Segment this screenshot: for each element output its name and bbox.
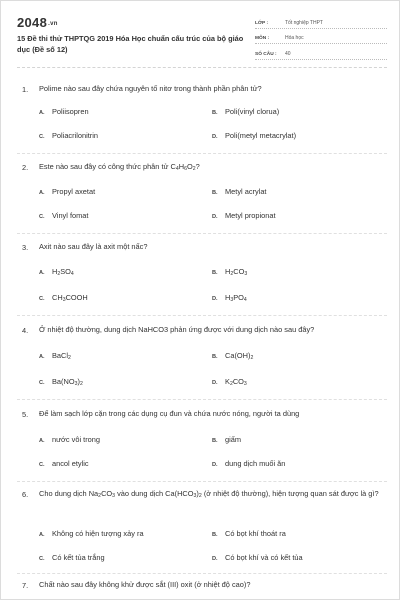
question-number: 5. bbox=[22, 410, 29, 419]
question-divider bbox=[17, 481, 387, 482]
option-letter: D. bbox=[212, 556, 218, 562]
exam-meta bbox=[255, 15, 387, 62]
question-text: Ở nhiệt độ thường, dung dịch NaHCO3 phản ứng được với dung dịch nào sau đây? bbox=[39, 325, 315, 334]
option-text: Có bọt khí thoát ra bbox=[225, 529, 286, 538]
option-letter: D. bbox=[212, 462, 218, 468]
option-text: Vinyl fomat bbox=[52, 211, 89, 220]
answer-option-d[interactable] bbox=[212, 211, 276, 220]
option-text: Poliisopren bbox=[52, 107, 89, 116]
option-text: $Ba(NO_3)_2$ bbox=[52, 377, 83, 387]
option-letter: D. bbox=[212, 214, 218, 220]
answer-option-d[interactable] bbox=[212, 553, 303, 562]
option-letter: B. bbox=[212, 270, 218, 276]
option-letter: C. bbox=[39, 296, 45, 302]
option-letter: A. bbox=[39, 438, 45, 444]
header-divider bbox=[17, 67, 387, 68]
option-text: Poli(metyl metacrylat) bbox=[225, 131, 297, 140]
question-number: 1. bbox=[22, 85, 29, 94]
exam-title: 15 Đề thi thử THPTQG 2019 Hóa Học chuẩn cấu trúc của bộ giáo dục (Đề số 12) bbox=[17, 34, 244, 54]
option-text: Metyl acrylat bbox=[225, 187, 267, 196]
answer-option-d[interactable] bbox=[212, 131, 296, 140]
meta-value: Hóa học bbox=[285, 35, 304, 41]
option-text: Metyl propionat bbox=[225, 211, 276, 220]
option-letter: C. bbox=[39, 214, 45, 220]
question-text: Chất nào sau đây không khử được sắt (III) oxit (ở nhiệt độ cao)? bbox=[39, 580, 251, 589]
question-text: Axit nào sau đây là axit một nấc? bbox=[39, 242, 148, 251]
option-letter: D. bbox=[212, 296, 218, 302]
option-letter: A. bbox=[39, 532, 45, 538]
option-text: Poliacrilonitrin bbox=[52, 131, 99, 140]
site-logo[interactable]: 2048.vn bbox=[17, 15, 58, 30]
meta-value: Tốt nghiệp THPT bbox=[285, 19, 323, 26]
answer-option-b[interactable] bbox=[212, 267, 247, 277]
answer-option-a[interactable] bbox=[39, 351, 71, 361]
option-letter: B. bbox=[212, 438, 218, 444]
answer-option-a[interactable] bbox=[39, 435, 100, 444]
option-text: $H_2CO_3$ bbox=[225, 267, 248, 277]
option-text: giấm bbox=[225, 435, 242, 444]
meta-row-count bbox=[255, 46, 387, 60]
meta-label: MÔN : bbox=[255, 36, 270, 41]
question-number: 3. bbox=[22, 243, 29, 252]
option-letter: C. bbox=[39, 134, 45, 140]
answer-option-a[interactable] bbox=[39, 529, 144, 538]
answer-option-b[interactable] bbox=[212, 187, 266, 196]
option-letter: C. bbox=[39, 380, 45, 386]
answer-option-b[interactable] bbox=[212, 435, 241, 444]
option-letter: B. bbox=[212, 532, 218, 538]
answer-option-d[interactable] bbox=[212, 377, 247, 387]
question-text: Polime nào sau đây chứa nguyên tố nitơ trong thành phần phân tử? bbox=[39, 84, 262, 93]
answer-option-c[interactable] bbox=[39, 211, 88, 220]
answer-option-d[interactable] bbox=[212, 459, 285, 468]
answer-option-d[interactable] bbox=[212, 293, 247, 303]
option-text: nước vôi trong bbox=[52, 435, 100, 444]
option-text: $Ca(OH)_2$ bbox=[225, 351, 254, 361]
option-letter: B. bbox=[212, 354, 218, 360]
question-number: 4. bbox=[22, 326, 29, 335]
answer-option-a[interactable] bbox=[39, 267, 74, 277]
option-text: Có kết tủa trắng bbox=[52, 553, 105, 562]
question-text: Để làm sạch lớp cặn trong các dụng cụ đun và chứa nước nóng, người ta dùng bbox=[39, 409, 300, 418]
meta-label: LỚP : bbox=[255, 20, 269, 26]
option-letter: B. bbox=[212, 110, 218, 116]
answer-option-b[interactable] bbox=[212, 351, 253, 361]
answer-option-b[interactable] bbox=[212, 107, 279, 116]
option-letter: D. bbox=[212, 380, 218, 386]
question-divider bbox=[17, 315, 387, 316]
question-divider bbox=[17, 399, 387, 400]
meta-row-subject bbox=[255, 31, 387, 45]
option-text: $K_2CO_3$ bbox=[225, 377, 247, 387]
option-text: BaCl$_2$ bbox=[52, 351, 71, 361]
answer-option-c[interactable] bbox=[39, 131, 98, 140]
answer-option-a[interactable] bbox=[39, 107, 89, 116]
option-text: $CH_3COOH$ bbox=[52, 293, 88, 303]
option-letter: A. bbox=[39, 110, 45, 116]
question-number: 2. bbox=[22, 163, 29, 172]
meta-row-class bbox=[255, 15, 387, 29]
option-letter: A. bbox=[39, 190, 45, 196]
option-letter: A. bbox=[39, 354, 45, 360]
question-divider bbox=[17, 233, 387, 234]
question-number: 7. bbox=[22, 581, 29, 590]
question-divider bbox=[17, 153, 387, 154]
option-text: Propyl axetat bbox=[52, 187, 96, 196]
answer-option-c[interactable] bbox=[39, 377, 83, 387]
option-letter: A. bbox=[39, 270, 45, 276]
answer-option-c[interactable] bbox=[39, 553, 105, 562]
option-letter: D. bbox=[212, 134, 218, 140]
option-text: ancol etylic bbox=[52, 459, 89, 468]
option-letter: B. bbox=[212, 190, 218, 196]
option-letter: C. bbox=[39, 462, 45, 468]
question-number: 6. bbox=[22, 490, 29, 499]
question-text: Este nào sau đây có công thức phân tử $C_4H_6O_2$? bbox=[39, 162, 200, 172]
exam-header bbox=[17, 15, 387, 65]
question-divider bbox=[17, 573, 387, 574]
answer-option-c[interactable] bbox=[39, 293, 88, 303]
option-letter: C. bbox=[39, 556, 45, 562]
answer-option-a[interactable] bbox=[39, 187, 95, 196]
option-text: $H_3PO_4$ bbox=[225, 293, 247, 303]
answer-option-c[interactable] bbox=[39, 459, 89, 468]
option-text: Không có hiện tượng xảy ra bbox=[52, 529, 144, 538]
option-text: dung dịch muối ăn bbox=[225, 459, 286, 468]
answer-option-b[interactable] bbox=[212, 529, 286, 538]
option-text: Poli(vinyl clorua) bbox=[225, 107, 280, 116]
meta-value: 40 bbox=[285, 50, 291, 57]
meta-label: SỐ CÂU : bbox=[255, 51, 277, 57]
option-text: $H_2SO_4$ bbox=[52, 267, 74, 277]
option-text: Có bọt khí và có kết tủa bbox=[225, 553, 303, 562]
question-text: Cho dung dịch $Na_2CO_3$ vào dung dịch $Ca(HCO_3)_2$ (ở nhiệt độ thường), hiện tượng quan sát được là gì? bbox=[39, 489, 379, 499]
